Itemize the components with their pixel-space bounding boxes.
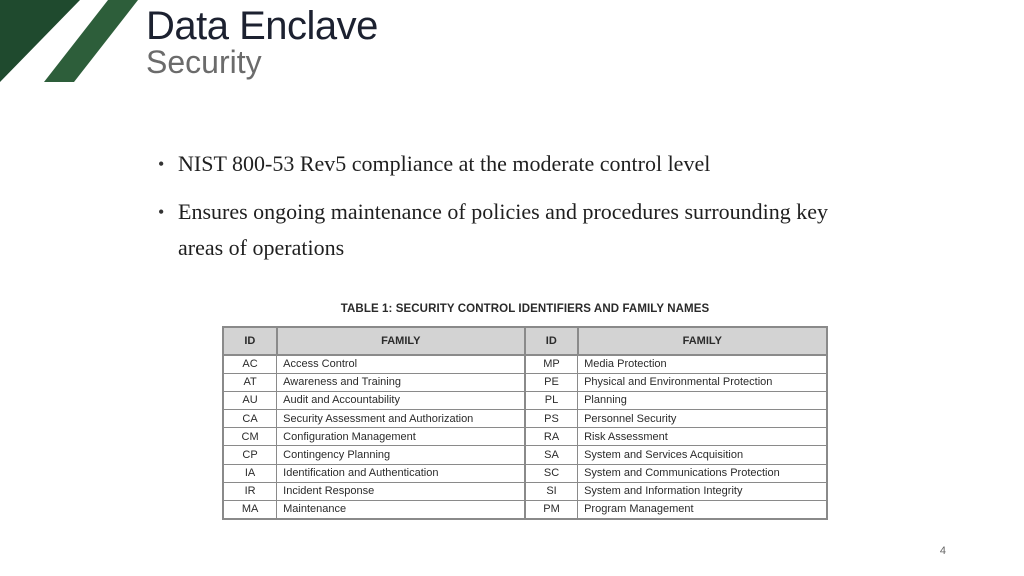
header-id: ID [223, 327, 277, 355]
header-family: FAMILY [277, 327, 525, 355]
table-header-row [223, 327, 827, 355]
control-family-cell: Program Management [578, 501, 827, 519]
control-family-cell: Physical and Environmental Protection [578, 373, 827, 391]
control-family-cell: Planning [578, 391, 827, 409]
control-id-cell: PS [525, 410, 578, 428]
slide-subtitle: Security [146, 44, 262, 80]
control-id-cell: AT [223, 373, 277, 391]
control-family-cell: Risk Assessment [578, 428, 827, 446]
control-id-cell: MP [525, 355, 578, 373]
table-row [223, 391, 827, 409]
table-row [223, 355, 827, 373]
control-family-cell: Awareness and Training [277, 373, 525, 391]
bullet-list [158, 146, 878, 278]
corner-stripe-decoration [0, 0, 140, 82]
table-caption: TABLE 1: SECURITY CONTROL IDENTIFIERS AND FAMILY NAMES [340, 303, 710, 315]
control-id-cell: CM [223, 428, 277, 446]
control-family-cell: Configuration Management [277, 428, 525, 446]
control-id-cell: PM [525, 501, 578, 519]
bullet-item [158, 146, 878, 182]
control-family-cell: System and Information Integrity [578, 482, 827, 500]
page-number: 4 [939, 545, 946, 557]
control-id-cell: PL [525, 391, 578, 409]
control-family-cell: Maintenance [277, 501, 525, 519]
bullet-text: Ensures ongoing maintenance of policies and procedures surrounding key areas of operations [178, 199, 829, 260]
bullet-item [158, 194, 878, 266]
control-family-cell: Access Control [277, 355, 525, 373]
control-id-cell: SC [525, 464, 578, 482]
control-id-cell: SI [525, 482, 578, 500]
table-row [223, 501, 827, 519]
bullet-dot: • [158, 202, 165, 222]
slide-title: Data Enclave [146, 4, 378, 48]
security-controls-table [222, 326, 828, 520]
control-id-cell: AU [223, 391, 277, 409]
control-family-cell: Personnel Security [578, 410, 827, 428]
table-body [223, 355, 827, 519]
table-row [223, 446, 827, 464]
bullet-dot: • [158, 154, 165, 174]
control-id-cell: PE [525, 373, 578, 391]
header-id: ID [525, 327, 578, 355]
control-family-cell: Media Protection [578, 355, 827, 373]
control-family-cell: Identification and Authentication [277, 464, 525, 482]
table-row [223, 464, 827, 482]
table-row [223, 373, 827, 391]
control-family-cell: Incident Response [277, 482, 525, 500]
control-id-cell: IA [223, 464, 277, 482]
header-family: FAMILY [578, 327, 827, 355]
control-family-cell: Audit and Accountability [277, 391, 525, 409]
table-row [223, 482, 827, 500]
table-row [223, 410, 827, 428]
control-family-cell: System and Services Acquisition [578, 446, 827, 464]
control-id-cell: CP [223, 446, 277, 464]
control-family-cell: System and Communications Protection [578, 464, 827, 482]
control-id-cell: IR [223, 482, 277, 500]
control-id-cell: RA [525, 428, 578, 446]
control-family-cell: Security Assessment and Authorization [277, 410, 525, 428]
control-family-cell: Contingency Planning [277, 446, 525, 464]
table-row [223, 428, 827, 446]
control-id-cell: AC [223, 355, 277, 373]
control-id-cell: CA [223, 410, 277, 428]
control-id-cell: MA [223, 501, 277, 519]
bullet-text: NIST 800-53 Rev5 compliance at the moderate control level [178, 151, 711, 176]
control-id-cell: SA [525, 446, 578, 464]
